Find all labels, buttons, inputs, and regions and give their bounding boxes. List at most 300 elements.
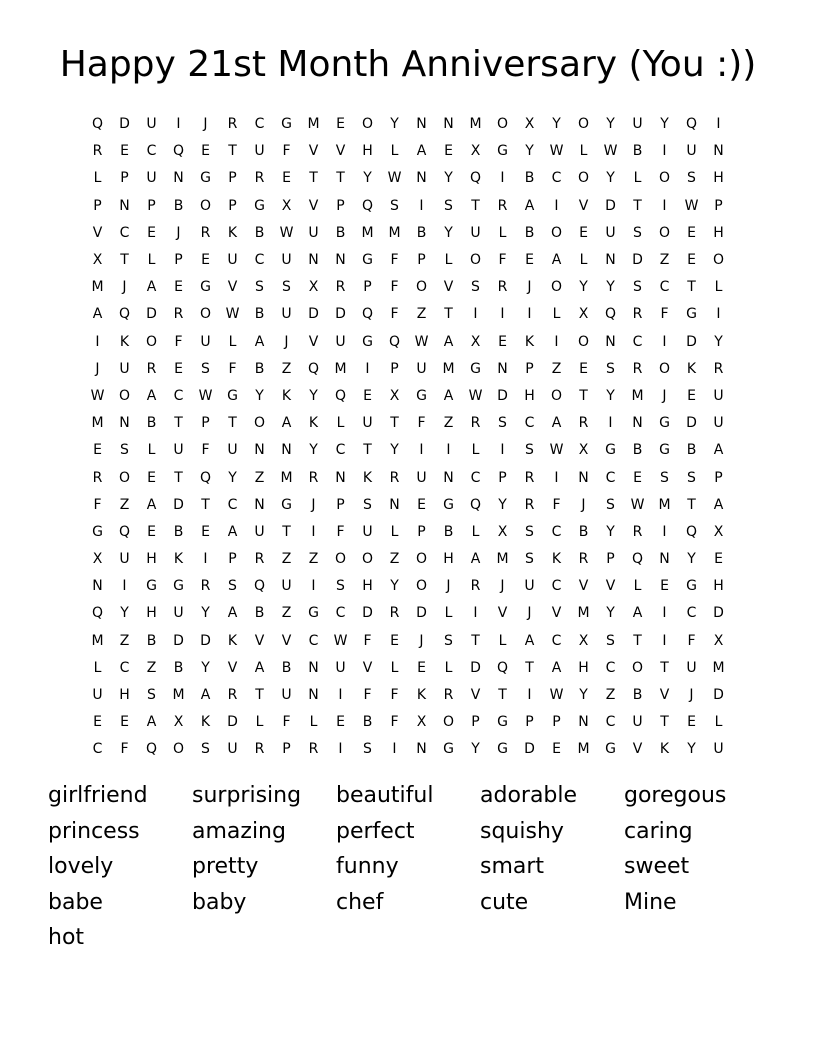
grid-cell: I [662,197,667,214]
grid-cell: S [336,578,345,595]
grid-cell: Z [119,496,130,513]
grid-cell: M [442,360,455,377]
grid-cell: U [92,687,103,704]
grid-cell: M [496,551,509,568]
grid-cell: U [362,415,373,432]
grid-row [84,274,732,301]
grid-cell: T [660,714,669,731]
grid-cell: X [578,306,589,323]
grid-cell: G [686,578,697,595]
grid-cell: E [336,116,345,133]
grid-cell: Z [308,551,319,568]
grid-cell: A [551,252,562,269]
grid-cell: U [281,252,292,269]
grid-cell: Y [390,578,399,595]
grid-cell: K [362,469,373,486]
grid-cell: U [335,333,346,350]
grid-cell: Q [118,523,131,540]
grid-cell: G [605,442,616,459]
grid-cell: P [120,170,129,187]
grid-cell: V [605,578,616,595]
grid-cell: I [176,116,181,133]
grid-cell: G [281,116,292,133]
word-list-row [48,920,788,956]
grid-cell: B [632,687,643,704]
grid-cell: I [662,632,667,649]
grid-cell: O [118,387,131,404]
grid-cell: A [227,605,238,622]
grid-cell: S [606,632,615,649]
grid-cell: W [414,333,429,350]
grid-cell: K [308,415,319,432]
grid-cell: O [442,714,455,731]
grid-cell: E [147,469,156,486]
grid-cell: U [713,415,724,432]
grid-cell: P [525,714,534,731]
grid-cell: Y [201,659,210,676]
grid-cell: G [605,741,616,758]
grid-cell: B [362,714,373,731]
grid-cell: C [254,116,265,133]
grid-row [84,247,732,274]
grid-cell: W [603,143,618,160]
grid-cell: R [497,197,508,214]
grid-cell: W [225,306,240,323]
grid-cell: O [415,578,428,595]
grid-cell: V [632,741,643,758]
grid-cell: M [388,224,401,241]
grid-cell: N [632,415,643,432]
grid-cell: R [497,279,508,296]
grid-cell: W [630,496,645,513]
grid-cell: B [173,659,184,676]
grid-cell: E [579,360,588,377]
grid-cell: G [146,578,157,595]
grid-cell: H [443,551,454,568]
grid-cell: W [549,687,564,704]
grid-cell: B [173,523,184,540]
grid-cell: I [365,360,370,377]
grid-cell: S [363,741,372,758]
grid-cell: J [527,605,532,622]
grid-cell: L [93,170,102,187]
word-list-row [48,778,788,814]
grid-cell: G [443,496,454,513]
grid-cell: C [605,714,616,731]
grid-cell: G [497,714,508,731]
grid-cell: Z [389,551,400,568]
grid-cell: V [659,687,670,704]
grid-cell: T [228,143,237,160]
grid-cell: M [91,415,104,432]
grid-cell: R [335,279,346,296]
grid-cell: E [201,252,210,269]
grid-cell: Y [255,387,264,404]
grid-row [84,329,732,356]
grid-row [84,301,732,328]
grid-cell: A [470,551,481,568]
grid-cell: V [497,605,508,622]
grid-cell: A [146,387,157,404]
grid-cell: S [201,360,210,377]
grid-cell: A [551,659,562,676]
grid-cell: Y [228,469,237,486]
grid-cell: Y [525,143,534,160]
grid-cell: L [579,252,588,269]
grid-cell: U [146,170,157,187]
grid-row [84,546,732,573]
grid-cell: Y [309,387,318,404]
grid-cell: G [659,415,670,432]
letter-grid [84,111,732,764]
grid-cell: L [336,415,345,432]
grid-cell: U [470,224,481,241]
word-list-item: perfect [336,818,415,844]
grid-cell: W [279,224,294,241]
grid-cell: V [578,578,589,595]
grid-cell: B [443,523,454,540]
grid-row [84,437,732,464]
grid-cell: Y [309,442,318,459]
grid-cell: I [338,741,343,758]
grid-cell: O [199,197,212,214]
grid-cell: R [632,306,643,323]
grid-cell: E [336,714,345,731]
grid-cell: K [551,551,562,568]
grid-cell: K [173,551,184,568]
grid-cell: S [525,442,534,459]
grid-cell: R [389,469,400,486]
grid-cell: I [500,170,505,187]
grid-cell: I [662,143,667,160]
grid-cell: P [390,360,399,377]
grid-cell: R [146,360,157,377]
grid-cell: S [444,197,453,214]
grid-cell: W [387,170,402,187]
grid-cell: Y [606,170,615,187]
grid-cell: E [120,143,129,160]
grid-cell: O [658,170,671,187]
grid-cell: C [92,741,103,758]
grid-cell: S [606,360,615,377]
grid-cell: B [686,442,697,459]
grid-cell: E [687,252,696,269]
grid-cell: N [308,252,319,269]
grid-cell: T [120,252,129,269]
grid-cell: J [662,387,667,404]
grid-cell: A [254,333,265,350]
grid-cell: Q [469,170,482,187]
grid-cell: S [255,279,264,296]
grid-cell: M [280,469,293,486]
grid-cell: S [228,578,237,595]
grid-cell: W [333,632,348,649]
grid-cell: N [416,170,427,187]
grid-cell: P [417,252,426,269]
grid-cell: A [200,687,211,704]
grid-cell: Y [687,741,696,758]
word-list-item: pretty [192,854,259,880]
grid-cell: D [632,252,643,269]
grid-cell: Q [496,659,509,676]
grid-cell: P [93,197,102,214]
grid-cell: O [415,551,428,568]
grid-cell: E [552,741,561,758]
grid-cell: L [552,306,561,323]
grid-cell: J [527,279,532,296]
grid-cell: N [659,551,670,568]
grid-row [84,138,732,165]
grid-cell: R [92,469,103,486]
grid-cell: Z [254,469,265,486]
grid-cell: G [254,197,265,214]
grid-cell: V [308,197,319,214]
grid-cell: Y [390,442,399,459]
grid-cell: C [173,387,184,404]
grid-cell: T [174,469,183,486]
grid-cell: R [470,578,481,595]
grid-cell: T [660,659,669,676]
grid-cell: S [660,469,669,486]
grid-cell: E [174,360,183,377]
grid-cell: O [172,741,185,758]
grid-cell: T [633,197,642,214]
grid-cell: E [201,523,210,540]
grid-cell: K [227,632,238,649]
grid-cell: U [335,659,346,676]
word-list-item: smart [480,854,545,880]
grid-cell: U [524,578,535,595]
grid-cell: N [308,687,319,704]
grid-cell: H [524,387,535,404]
grid-cell: A [146,496,157,513]
grid-cell: U [200,333,211,350]
grid-cell: Y [444,170,453,187]
grid-cell: Z [281,551,292,568]
grid-cell: Z [659,252,670,269]
grid-cell: X [308,279,319,296]
grid-cell: N [254,496,265,513]
grid-cell: Z [281,360,292,377]
grid-cell: L [309,714,318,731]
grid-cell: I [95,333,100,350]
grid-cell: V [335,143,346,160]
grid-cell: D [713,687,724,704]
grid-cell: C [119,659,130,676]
grid-cell: L [147,442,156,459]
grid-cell: U [281,578,292,595]
grid-cell: I [608,415,613,432]
grid-cell: H [146,605,157,622]
grid-cell: Z [605,687,616,704]
grid-cell: G [443,741,454,758]
grid-cell: P [174,252,183,269]
grid-cell: D [605,197,616,214]
grid-cell: Y [606,523,615,540]
grid-cell: P [714,197,723,214]
grid-cell: C [119,224,130,241]
grid-cell: N [605,333,616,350]
grid-cell: L [444,605,453,622]
grid-cell: I [716,116,721,133]
grid-cell: X [470,143,481,160]
grid-cell: X [389,387,400,404]
grid-cell: D [227,714,238,731]
grid-cell: U [119,551,130,568]
grid-cell: L [498,224,507,241]
page-title: Happy 21st Month Anniversary (You :)) [59,44,757,85]
grid-cell: S [633,279,642,296]
grid-cell: G [92,523,103,540]
grid-cell: T [444,306,453,323]
grid-cell: O [550,279,563,296]
grid-cell: Q [118,306,131,323]
grid-cell: D [173,632,184,649]
grid-cell: I [122,578,127,595]
grid-cell: B [281,659,292,676]
grid-cell: F [660,306,669,323]
grid-cell: O [658,224,671,241]
grid-cell: J [311,496,316,513]
grid-cell: C [632,333,643,350]
grid-cell: E [93,714,102,731]
grid-cell: X [713,523,724,540]
grid-cell: R [200,224,211,241]
grid-cell: D [308,306,319,323]
word-list-item: goregous [624,783,727,809]
grid-cell: N [119,197,130,214]
grid-cell: E [417,659,426,676]
grid-cell: O [118,469,131,486]
grid-cell: L [444,659,453,676]
grid-cell: B [146,632,157,649]
grid-cell: Y [687,551,696,568]
grid-cell: R [470,415,481,432]
word-list-item: squishy [480,818,564,844]
grid-cell: X [524,116,535,133]
grid-cell: F [201,442,210,459]
grid-cell: P [606,551,615,568]
grid-cell: G [659,442,670,459]
grid-cell: O [469,252,482,269]
grid-cell: C [551,170,562,187]
grid-cell: N [335,469,346,486]
grid-cell: N [389,496,400,513]
grid-cell: I [500,442,505,459]
grid-cell: L [390,523,399,540]
grid-cell: J [419,632,424,649]
grid-cell: H [713,170,724,187]
grid-cell: F [174,333,183,350]
grid-cell: I [716,306,721,323]
grid-cell: L [390,143,399,160]
grid-cell: T [255,687,264,704]
grid-cell: I [473,306,478,323]
grid-cell: L [471,442,480,459]
grid-cell: L [228,333,237,350]
grid-cell: R [173,306,184,323]
grid-cell: E [120,714,129,731]
grid-cell: E [147,224,156,241]
grid-cell: Y [606,279,615,296]
grid-cell: K [686,360,697,377]
grid-cell: Q [145,741,158,758]
grid-cell: U [173,442,184,459]
grid-cell: O [712,252,725,269]
grid-cell: H [146,551,157,568]
grid-cell: X [497,523,508,540]
grid-row [84,464,732,491]
grid-cell: Q [685,523,698,540]
grid-cell: E [525,252,534,269]
grid-cell: X [578,442,589,459]
grid-cell: F [552,496,561,513]
grid-cell: N [308,659,319,676]
grid-cell: R [254,551,265,568]
grid-cell: V [362,659,373,676]
grid-cell: R [92,143,103,160]
grid-cell: A [92,306,103,323]
grid-cell: O [145,333,158,350]
grid-cell: W [684,197,699,214]
grid-cell: M [172,687,185,704]
grid-row [84,519,732,546]
grid-cell: D [362,605,373,622]
grid-cell: U [308,224,319,241]
grid-cell: Q [604,306,617,323]
grid-cell: Q [334,387,347,404]
grid-cell: U [362,523,373,540]
grid-cell: O [361,116,374,133]
grid-row [84,220,732,247]
grid-cell: N [416,741,427,758]
grid-cell: R [254,741,265,758]
grid-cell: O [577,333,590,350]
grid-cell: X [470,333,481,350]
grid-cell: G [308,605,319,622]
grid-cell: K [416,687,427,704]
grid-cell: F [93,496,102,513]
grid-cell: T [633,632,642,649]
grid-cell: U [281,687,292,704]
grid-cell: Y [579,687,588,704]
grid-cell: Y [606,387,615,404]
grid-cell: Y [471,741,480,758]
grid-cell: A [524,632,535,649]
grid-cell: P [228,170,237,187]
grid-cell: U [632,116,643,133]
grid-cell: Q [307,360,320,377]
word-list-row [48,885,788,921]
grid-cell: G [686,306,697,323]
grid-cell: H [119,687,130,704]
grid-cell: O [253,415,266,432]
grid-cell: S [471,279,480,296]
grid-cell: B [254,360,265,377]
grid-cell: C [551,632,562,649]
grid-cell: A [713,442,724,459]
grid-cell: U [686,659,697,676]
grid-cell: U [686,143,697,160]
grid-cell: I [527,687,532,704]
grid-cell: M [577,741,590,758]
grid-cell: R [632,360,643,377]
grid-cell: Q [685,116,698,133]
grid-cell: O [496,116,509,133]
word-list-row [48,849,788,885]
grid-cell: C [605,659,616,676]
grid-cell: T [471,632,480,649]
